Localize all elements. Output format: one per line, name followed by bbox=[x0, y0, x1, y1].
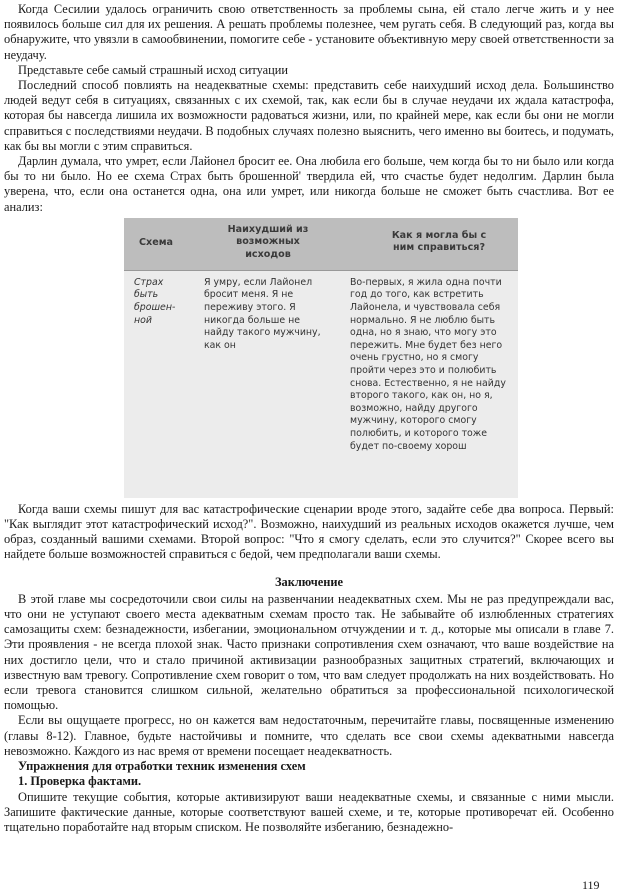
subheading-worst-outcome: Представьте себе самый страшный исход ситуации bbox=[18, 62, 289, 77]
table-header-row bbox=[124, 218, 518, 271]
paragraph-darlene: Дарлин думала, что умрет, если Лайонел бросит ее. Она любила его больше, чем когда бы то ни было или когда бы то ни было. Но ее схема Страх быть брошенной' твердила ей, что счастье будет недолгим. Дарлин была уверена, что, если она останется одна, она или умрет, или никогда больше не сможет быть счастлива. Вот ее анализ: bbox=[4, 154, 614, 214]
exercise-1-text: Опишите текущие события, которые активизируют ваши неадекватные схемы, и связанные с ними мысли. Запишите фактические данные, которые соответствуют вашей схеме, и те, которые противоречат ей. Особенно тщательно поработайте над вторым списком. Не позволяйте избеганию, безнадежно- bbox=[4, 789, 614, 834]
table-header-schema: Схема bbox=[138, 236, 174, 248]
page-number: 119 bbox=[582, 878, 600, 892]
conclusion-paragraph-2: Если вы ощущаете прогресс, но он кажется вам недостаточным, перечитайте главы, посвященные изменению (главы 8-12). Главное, будьте настойчивы и помните, что сделать все свои схемы адекватными навсегда невозможно. Каждого из нас время от времени посещает неадекватность. bbox=[4, 713, 614, 758]
table-cell-schema: Страх быть брошен-ной bbox=[134, 276, 176, 326]
paragraph-worst-outcome: Последний способ повлиять на неадекватные схемы: представить себе наихудший исход дела. Большинство людей ведут себя в ситуациях, связанных с их схемой, так, как если бы в случае неудачи их ждала катастрофа, которая бы навсегда лишила их возможности радоваться жизни, или, по крайней мере, как если бы они не могли справиться с последствиями неудачи. В подобных случаях полезно выяснить, чего именно вы боитесь, и подумать, как бы вы могли с этим справиться. bbox=[4, 78, 614, 153]
table-header-worst-outcome: Наихудший из возможных исходов bbox=[227, 223, 309, 261]
page-body bbox=[4, 2, 614, 835]
paragraph-two-questions: Когда ваши схемы пишут для вас катастрофические сценарии вроде этого, задайте себе два вопроса. Первый: "Как выглядит этот катастрофический исход?". Возможно, наихудший из реальных исходов окажется лучше, чем образ, созданный вашими схемами. Второй вопрос: "Что я смогу сделать, если это случится?" Скорее всего вы найдете больше возможностей справиться с бедой, чем предполагали ваши схемы. bbox=[4, 501, 614, 562]
schema-analysis-table bbox=[124, 218, 518, 498]
table-cell-worst-outcome: Я умру, если Лайонел бросит меня. Я не переживу этого. Я никогда больше не найду такого мужчину, как он bbox=[204, 276, 321, 351]
table-header-coping: Как я могла бы с ним справиться? bbox=[391, 229, 487, 254]
conclusion-paragraph-1: В этой главе мы сосредоточили свои силы на развенчании неадекватных схем. Мы не раз предупреждали вас, что они не уступают своего места адекватным схемам просто так. Не забывайте об излюбленных стратегиях самозащиты схем: безнадежности, избегании, эмоциональном отчуждении и т. д., которые мы описали в главе 7. Эти проявления - не всегда плохой знак. Часто признаки сопротивления схем означают, что ваше воздействие на них достигло цели, что и стало причиной активизации разнообразных защитных стратегий, включающих и известную вам тревогу. Сопротивление схем говорит о том, что вам следует продолжать на них воздействовать. Но если тревога становится слишком сильной, желательно обратиться за профессиональной психологической помощью. bbox=[4, 591, 614, 713]
table-cell-coping: Во-первых, я жила одна почти год до того, как встретить Лайонела, и чувствовала себя нормально. Я не люблю быть одна, но я знаю, что могу это пережить. Мне будет без него очень грустно, но я смогу пройти через это и полюбить снова. Естественно, я не найду второго такого, как он, но я, возможно, найду другого мужчину, которого смогу полюбить, и которого тоже будет по-своему хорош bbox=[350, 276, 506, 452]
exercise-1-title: 1. Проверка фактами. bbox=[18, 774, 142, 789]
paragraph-cecilia: Когда Сесилии удалось ограничить свою ответственность за проблемы сына, ей стало легче жить и у нее появилось больше сил для их решения. А решать проблемы полезнее, чем ругать себя. В следующий раз, когда вы обнаружите, что увязли в самообвинении, помогите себе - установите объективную меру своей ответственности за неудачу. bbox=[4, 2, 614, 62]
exercises-heading: Упражнения для отработки техник изменения схем bbox=[18, 759, 306, 774]
conclusion-heading: Заключение bbox=[274, 574, 344, 589]
